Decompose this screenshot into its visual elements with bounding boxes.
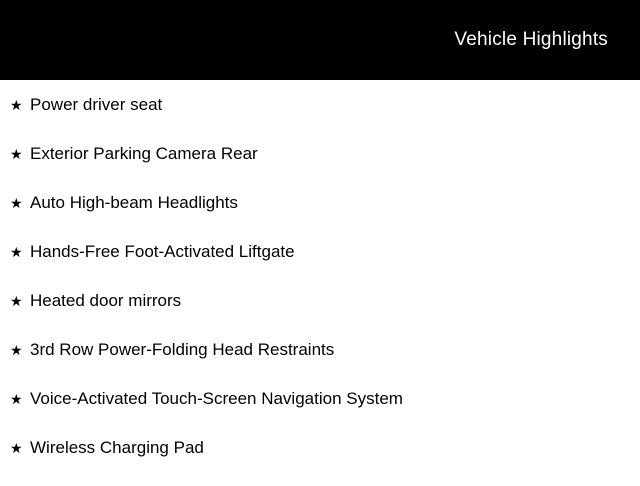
star-icon: ★: [10, 342, 23, 358]
header-bar: [0, 0, 640, 80]
star-icon: ★: [10, 391, 23, 407]
list-item: [0, 94, 640, 143]
vehicle-highlights-list: [0, 80, 640, 486]
list-item: [0, 437, 640, 486]
list-item: [0, 290, 640, 339]
star-icon: ★: [10, 293, 23, 309]
star-icon: ★: [10, 97, 23, 113]
list-item-label: Power driver seat: [30, 95, 163, 114]
list-item: [0, 192, 640, 241]
list-item: [0, 241, 640, 290]
star-icon: ★: [10, 244, 23, 260]
list-item-label: Exterior Parking Camera Rear: [30, 144, 258, 163]
list-item-label: Wireless Charging Pad: [30, 438, 204, 457]
star-icon: ★: [10, 440, 23, 456]
star-icon: ★: [10, 146, 23, 162]
list-item-label: Heated door mirrors: [30, 291, 182, 310]
list-item: [0, 143, 640, 192]
page-title: Vehicle Highlights: [454, 29, 608, 50]
list-item-label: Hands-Free Foot-Activated Liftgate: [30, 242, 295, 261]
list-item: [0, 388, 640, 437]
list-item-label: Auto High-beam Headlights: [30, 193, 238, 212]
list-item: [0, 339, 640, 388]
list-item-label: 3rd Row Power-Folding Head Restraints: [30, 340, 335, 359]
list-item-label: Voice-Activated Touch-Screen Navigation System: [30, 389, 403, 408]
star-icon: ★: [10, 195, 23, 211]
